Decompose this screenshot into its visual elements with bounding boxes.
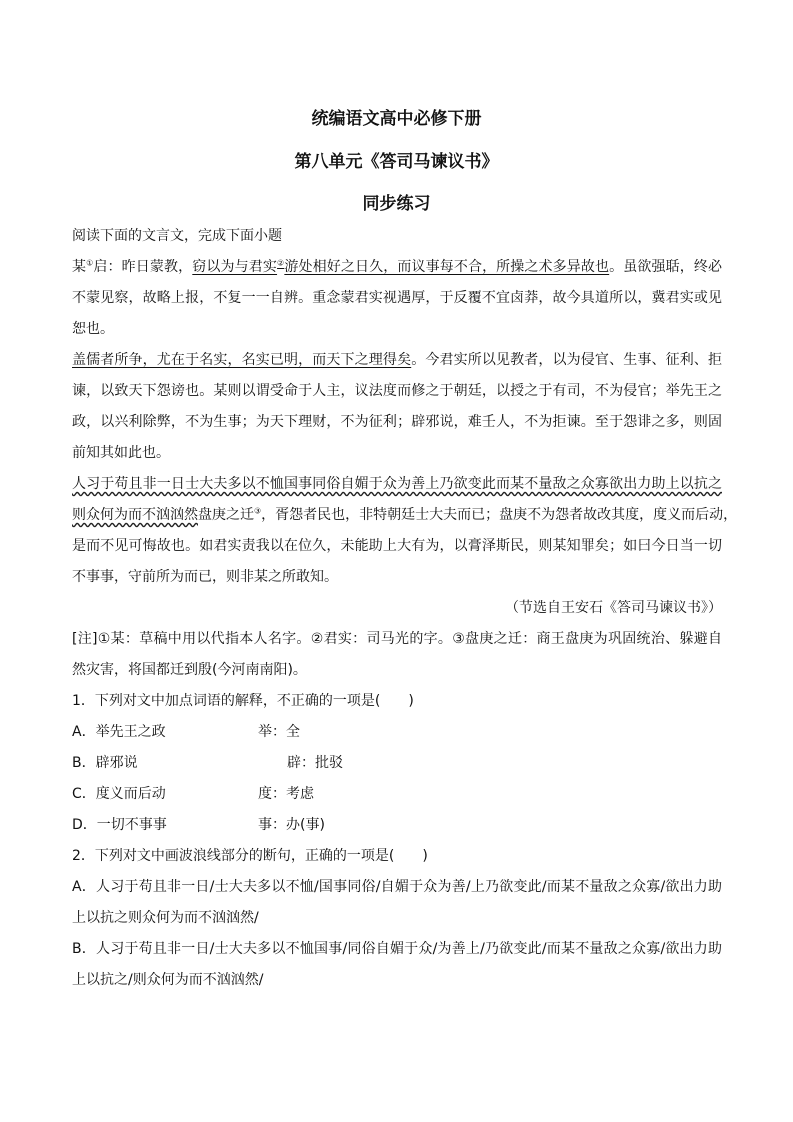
passage-text: ，胥怨者民也，非特朝廷士大夫而已；盘庚不为怨者故改其度，度义而后动， (261, 507, 738, 523)
question-2-option-a: A．人习于苟且非一日/士大夫多以不恤/国事同俗/自媚于众为善/上乃欲变此/而某不量敌之众寡/欲出力助 (72, 879, 722, 895)
question-1-stem: 1．下列对文中加点词语的解释，不正确的一项是( ) (72, 693, 414, 709)
wavy-underlined-text: 则众何为而不汹汹然 (72, 507, 198, 523)
option-gloss: 辟：批驳 (287, 755, 343, 771)
passage-line: 政，以兴利除弊，不为生事；为天下理财，不为征利；辟邪说，难壬人，不为拒谏。至于怨诽之多，则固 (72, 414, 722, 430)
passage-text: 某 (72, 259, 87, 275)
option-label: D．一切不事事 (72, 817, 167, 833)
passage-line (72, 500, 738, 531)
unit-title: 第八单元《答司马谏议书》 (294, 152, 499, 172)
passage-text: 。今君实所以见教者，以为侵官、生事、征利、拒 (411, 352, 723, 368)
source-citation: （节选自王安石《答司马谏议书》） (505, 600, 722, 616)
option-label: A．举先王之政 (72, 724, 166, 740)
passage-line: 谏，以致天下怨谤也。某则以谓受命于人主，议法度而修之于朝廷，以授之于有司，不为侵官；举先王之 (72, 383, 722, 399)
note-line: [注]①某：草稿中用以代指本人名字。②君实：司马光的字。③盘庚之迁：商王盘庚为巩固统治、躲避自 (72, 631, 722, 647)
underlined-sentence: 盖儒者所争，尤在于名实，名实已明，而天下之理得矣 (72, 352, 412, 368)
question-2-stem: 2．下列对文中画波浪线部分的断句，正确的一项是( ) (72, 848, 428, 864)
option-gloss: 举：全 (258, 724, 300, 740)
footnote-marker: ② (277, 258, 285, 268)
section-title: 同步练习 (362, 194, 431, 214)
passage-line: 恕也。 (72, 321, 114, 337)
passage-text: 。虽欲强聒，终必 (609, 259, 723, 275)
passage-text: 盘庚之迁 (198, 507, 254, 523)
question-1-option-a (72, 717, 722, 748)
passage-line: 不蒙见察，故略上报，不复一一自辨。重念蒙君实视遇厚，于反覆不宜卤莽，故今具道所以，冀君实或见 (72, 290, 722, 306)
question-2-option-b: B．人习于苟且非一日/士大夫多以不恤国事/同俗自媚于众/为善上/乃欲变此/而某不量敌之众寡/欲出力助 (72, 941, 722, 957)
page-title: 统编语文高中必修下册 (311, 109, 482, 129)
option-label: C．度义而后动 (72, 786, 166, 802)
option-gloss: 度：考虑 (258, 786, 314, 802)
passage-line: 是而不见可悔故也。如君实责我以在位久，未能助上大有为，以膏泽斯民，则某知罪矣；如曰今日当一切 (72, 538, 722, 554)
question-2-option-b-cont: 上以抗之/则众何为而不汹汹然/ (72, 972, 264, 988)
document-body (72, 221, 738, 996)
option-gloss: 事：办(事) (258, 817, 325, 833)
passage-line (72, 469, 722, 500)
wavy-underlined-text: 人习于苟且非一日士大夫多以不恤国事同俗自媚于众为善上乃欲变此而某不量敌之众寡欲出力助上以抗之 (72, 476, 722, 492)
passage-line (72, 345, 722, 376)
underlined-sentence: 窃以为与君实 (192, 259, 278, 275)
question-1-option-b (72, 748, 722, 779)
question-1-option-d (72, 810, 722, 841)
question-1-option-c (72, 779, 722, 810)
underlined-sentence: 游处相好之日久，而议事每不合，所操之术多异故也 (284, 259, 610, 275)
option-label: B．辟邪说 (72, 755, 138, 771)
question-2-option-a-cont: 上以抗之则众何为而不汹汹然/ (72, 910, 259, 926)
footnote-marker: ③ (254, 506, 262, 516)
passage-line (72, 252, 722, 283)
note-line: 然灾害，将国都迁到殷(今河南南阳)。 (72, 662, 307, 678)
passage-text: 启：昨日蒙教， (93, 259, 193, 275)
footnote-marker: ① (86, 258, 94, 268)
instruction: 阅读下面的文言文，完成下面小题 (72, 228, 282, 244)
passage-line: 前知其如此也。 (72, 445, 170, 461)
passage-line: 不事事，守前所为而已，则非某之所敢知。 (72, 569, 338, 585)
